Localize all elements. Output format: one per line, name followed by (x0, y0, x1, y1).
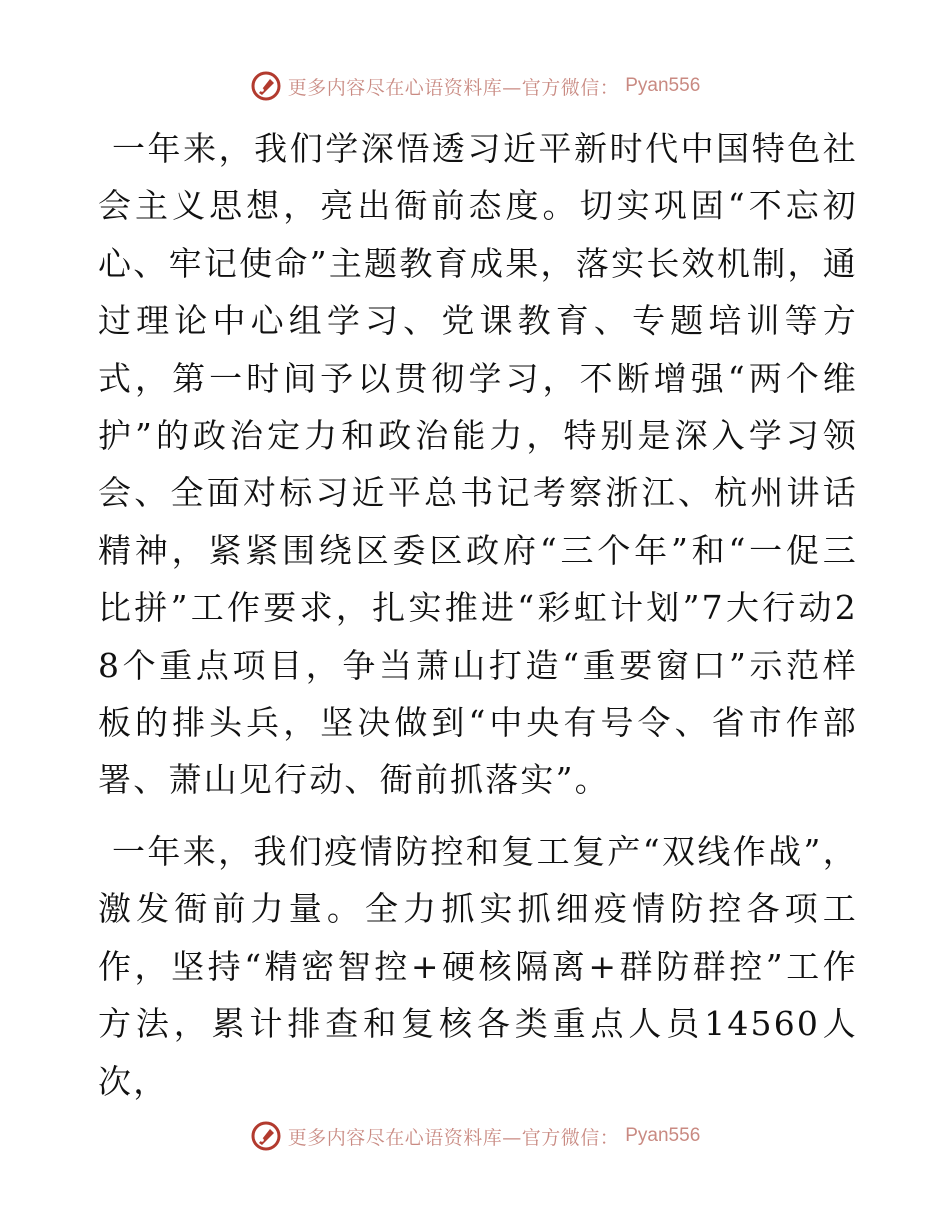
document-body (98, 120, 858, 1124)
paragraph-1: 一年来，我们学深悟透习近平新时代中国特色社会主义思想，亮出衙前态度。切实巩固“不忘初心、牢记使命”主题教育成果，落实长效机制，通过理论中心组学习、党课教育、专题培训等方式，第一时间予以贯彻学习，不断增强“两个维护”的政治定力和政治能力，特别是深入学习领会、全面对标习近平总书记考察浙江、杭州讲话精神，紧紧围绕区委区政府“三个年”和“一促三比拼”工作要求，扎实推进“彩虹计划”7大行动28个重点项目，争当萧山打造“重要窗口”示范样板的排头兵，坚决做到“中央有号令、省市作部署、萧山见行动、衙前抓落实”。 (98, 129, 858, 800)
watermark-account: Pyan556 (625, 75, 701, 96)
footer-watermark (0, 1120, 950, 1152)
watermark-text: 更多内容尽在心语资料库—官方微信： (287, 76, 620, 99)
pen-nib-logo-icon (250, 1120, 282, 1152)
watermark-account: Pyan556 (625, 1125, 701, 1146)
header-watermark (0, 70, 950, 102)
pen-nib-logo-icon (250, 70, 282, 102)
watermark-text: 更多内容尽在心语资料库—官方微信： (287, 1126, 620, 1149)
paragraph-2: 一年来，我们疫情防控和复工复产“双线作战”，激发衙前力量。全力抓实抓细疫情防控各项工作，坚持“精密智控+硬核隔离+群防群控”工作方法，累计排查和复核各类重点人员14560人次， (98, 831, 858, 1101)
